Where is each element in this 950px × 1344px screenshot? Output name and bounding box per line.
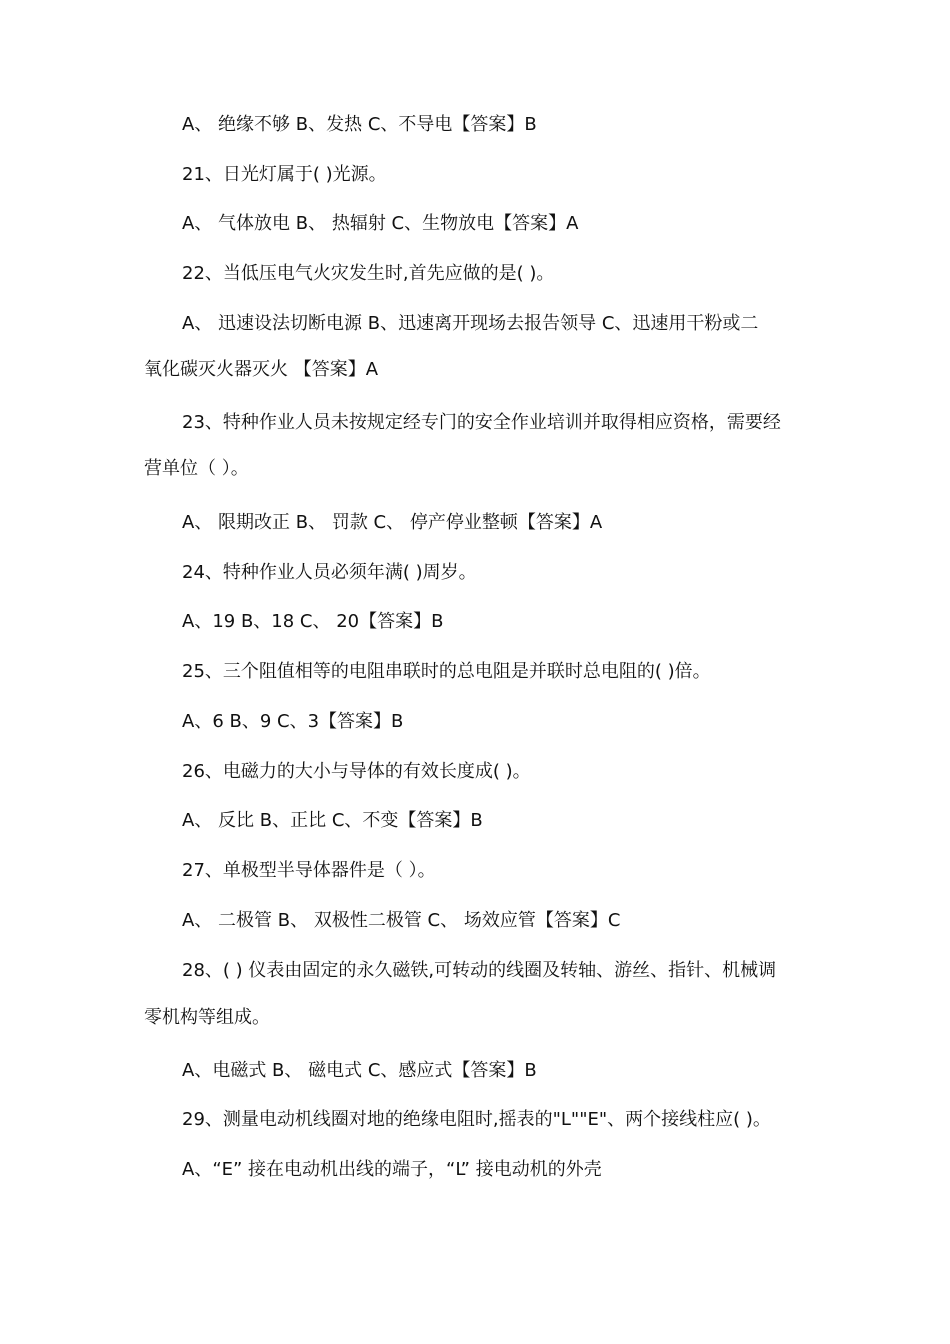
q25-question: 25、三个阻值相等的电阻串联时的总电阻是并联时总电阻的( )倍。 — [182, 661, 711, 682]
q22-options-cont: 氧化碳灭火器灭火 【答案】A — [144, 359, 379, 380]
q23-options: A、 限期改正 B、 罚款 C、 停产停业整顿【答案】A — [182, 512, 603, 533]
q23-question: 23、特种作业人员未按规定经专门的安全作业培训并取得相应资格，需要经 — [182, 412, 781, 433]
q22-question: 22、当低压电气火灾发生时,首先应做的是( )。 — [182, 263, 555, 284]
q26-options: A、 反比 B、正比 C、不变【答案】B — [182, 810, 483, 831]
q28-options: A、电磁式 B、 磁电式 C、感应式【答案】B — [182, 1060, 537, 1081]
q26-question: 26、电磁力的大小与导体的有效长度成( )。 — [182, 761, 531, 782]
q27-options: A、 二极管 B、 双极性二极管 C、 场效应管【答案】C — [182, 910, 621, 931]
q28-question: 28、( ) 仪表由固定的永久磁铁,可转动的线圈及转轴、游丝、指针、机械调 — [182, 960, 777, 981]
q21-question: 21、日光灯属于( )光源。 — [182, 164, 387, 185]
q20-options: A、 绝缘不够 B、发热 C、不导电【答案】B — [182, 114, 537, 135]
q21-options: A、 气体放电 B、 热辐射 C、生物放电【答案】A — [182, 213, 579, 234]
q29-question: 29、测量电动机线圈对地的绝缘电阻时,摇表的"L""E"、两个接线柱应( )。 — [182, 1109, 771, 1130]
q28-question-cont: 零机构等组成。 — [144, 1007, 270, 1028]
q24-question: 24、特种作业人员必须年满( )周岁。 — [182, 562, 477, 583]
q23-question-cont: 营单位（ ）。 — [144, 458, 249, 479]
q27-question: 27、单极型半导体器件是（ ）。 — [182, 860, 436, 881]
q29-option-a: A、“E” 接在电动机出线的端子，“L” 接电动机的外壳 — [182, 1159, 602, 1180]
q25-options: A、6 B、9 C、3【答案】B — [182, 711, 404, 732]
q22-options: A、 迅速设法切断电源 B、迅速离开现场去报告领导 C、迅速用干粉或二 — [182, 313, 759, 334]
q24-options: A、19 B、18 C、 20【答案】B — [182, 611, 444, 632]
